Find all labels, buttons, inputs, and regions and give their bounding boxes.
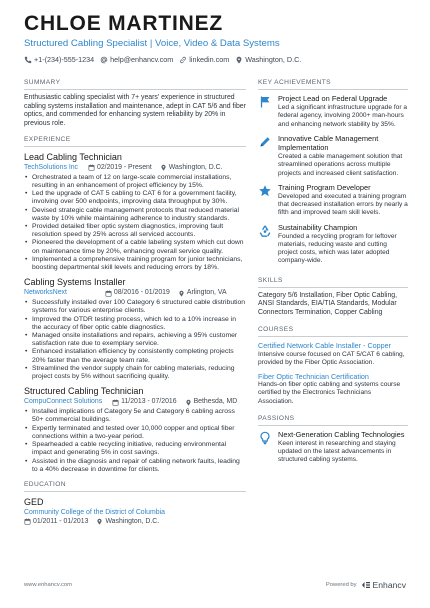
achievement-item [258, 134, 408, 178]
course-title[interactable]: Certified Network Cable Installer - Copper [258, 341, 392, 351]
right-column [258, 78, 408, 470]
bullet-item: • Improved the OTDR testing process, which led to a 10% increase in the accuracy of fiber optic cable diagnostics. [24, 316, 246, 332]
company-name[interactable]: TechSolutions Inc [24, 163, 79, 171]
education-meta [24, 517, 246, 527]
job-title: Cabling Systems Installer [24, 277, 126, 288]
skills-section [258, 276, 408, 318]
job-entry [24, 276, 246, 381]
candidate-name: CHLOE MARTINEZ [24, 12, 224, 35]
powered-by [326, 580, 406, 590]
bullet-item: • Spearheaded a cable recycling initiative, reducing environmental impact and generating 5% in cost savings. [24, 441, 246, 457]
education-location: Washington, D.C. [96, 517, 159, 527]
calendar-icon [112, 399, 119, 406]
bullet-item: • Installed implications of Category 5e and Category 6 cabling across 50+ commercial buildings. [24, 408, 246, 424]
email-text: help@enhancv.com [110, 55, 174, 64]
achievement-item [258, 94, 408, 129]
passions-heading: PASSIONS [258, 414, 408, 426]
skills-text: Category 5/6 Installation, Fiber Optic Cabling, ANSI Standards, EIA/TIA Standards, Modular Connectors Termination, Copper Cabling [258, 291, 398, 316]
job-meta [24, 163, 246, 173]
bullet-item: • Pioneered the development of a cable labeling system which cut down on maintenance time by 20%, enhancing overall service quality. [24, 239, 246, 255]
summary-section [24, 78, 246, 129]
job-meta [24, 397, 246, 407]
job-dates: 02/2019 - Present [88, 163, 152, 173]
brand-name: Enhancv [372, 580, 406, 590]
achievement-title: Innovative Cable Management Implementation [278, 133, 379, 153]
job-entry [24, 151, 246, 272]
calendar-icon [88, 164, 95, 171]
bullet-item: • Streamlined the vendor supply chain for cabling materials, reducing project costs by 5% without sacrificing quality. [24, 365, 246, 381]
achievement-desc: Founded a recycling program for leftover materials, reducing waste and cutting project costs, which was later adopted company-wide. [278, 232, 397, 265]
footer-url[interactable]: www.enhancv.com [24, 582, 72, 588]
link-icon [179, 56, 187, 64]
pencil-icon [258, 135, 272, 149]
achievements-heading: KEY ACHIEVEMENTS [258, 78, 408, 90]
education-school[interactable]: Community College of the District of Columbia [24, 508, 165, 516]
job-title: Structured Cabling Technician [24, 386, 144, 397]
achievement-title: Training Program Developer [278, 182, 371, 192]
recycle-icon [258, 224, 272, 238]
course-item [258, 372, 408, 406]
education-section [24, 480, 246, 527]
job-entry [24, 385, 246, 474]
bullet-item: • Successfully installed over 100 Category 6 structured cable distribution systems for various enterprise clients. [24, 299, 246, 315]
job-location: Arlington, VA [178, 288, 227, 298]
job-location: Bethesda, MD [185, 397, 238, 407]
bullet-item: • Provided detailed fiber optic system diagnostics, improving fault resolution speed by 25% across all serviced accounts. [24, 223, 246, 239]
left-column [24, 78, 246, 527]
job-location: Washington, D.C. [160, 163, 223, 173]
achievements-section [258, 78, 408, 266]
bullet-item: • Managed onsite installations and repairs, achieving a 95% customer satisfaction rate due to exemplary service. [24, 332, 246, 348]
job-dates: 08/2016 - 01/2019 [105, 288, 170, 298]
location-pin-icon [160, 164, 167, 171]
bullet-item: • Assisted in the diagnosis and repair of cabling network faults, leading to a 40% decrease in downtime for clients. [24, 458, 246, 474]
job-bullets [24, 174, 246, 272]
course-item [258, 341, 408, 367]
calendar-icon [105, 290, 112, 297]
passions-section [258, 414, 408, 465]
location-pin-icon [96, 518, 103, 525]
experience-heading: EXPERIENCE [24, 135, 246, 147]
page-footer [24, 580, 406, 590]
achievement-item [258, 183, 408, 218]
job-dates: 11/2013 - 07/2016 [112, 397, 176, 407]
job-bullets [24, 408, 246, 474]
candidate-role: Structured Cabling Specialist | Voice, Video & Data Systems [24, 38, 280, 49]
brand-logo[interactable] [361, 580, 406, 590]
passion-desc: Keen interest in researching and staying updated on the latest advancements in structured cabling systems. [278, 440, 396, 464]
achievement-desc: Led a significant infrastructure upgrade for a federal agency, involving 2000+ man-hours and enhancing network stability by 35%. [278, 104, 408, 128]
job-bullets [24, 299, 246, 381]
education-dates: 01/2011 - 01/2013 [24, 517, 88, 527]
location-text: Washington, D.C. [245, 55, 302, 64]
bullet-item: • Orchestrated a team of 12 on large-scale commercial installations, resulting in an enhancement of project efficiency by 15%. [24, 174, 246, 190]
bullet-item: • Enhanced installation efficiency by consistently completing projects 20% faster than the average team rate. [24, 348, 246, 364]
bullet-item: • Implemented a comprehensive training program for junior technicians, boosting departmental skill levels and reducing errors by 18%. [24, 256, 246, 272]
summary-heading: SUMMARY [24, 78, 246, 90]
contact-row [24, 55, 414, 65]
company-name[interactable]: CompuConnect Solutions [24, 398, 103, 406]
passion-item [258, 430, 408, 465]
location-pin-icon [185, 399, 192, 406]
location-pin-icon [178, 290, 185, 297]
course-title[interactable]: Fiber Optic Technician Certification [258, 372, 369, 382]
achievement-desc: Developed and executed a training program that decreased installation errors by nearly a fifth and improved team skill levels. [278, 193, 408, 217]
course-desc: Intensive course focused on CAT 5/CAT 6 cabling, provided by the Fiber Optic Association. [258, 350, 405, 366]
star-icon [258, 184, 272, 198]
bullet-item: • Expertly terminated and tested over 10,000 copper and optical fiber connections within a two-year period. [24, 425, 246, 441]
job-title: Lead Cabling Technician [24, 151, 122, 162]
resume-header [24, 12, 414, 65]
lightbulb-icon [258, 431, 272, 445]
course-desc: Hands-on fiber optic cabling and systems course certified by the Electronics Technicians Association. [258, 381, 401, 405]
passion-title: Next-Generation Cabling Technologies [278, 429, 405, 439]
at-icon [100, 56, 108, 64]
phone-text: +1-(234)-555-1234 [34, 55, 95, 64]
calendar-icon [24, 518, 31, 525]
flag-icon [258, 95, 272, 109]
job-meta [24, 288, 246, 298]
achievement-desc: Created a cable management solution that streamlined operations across multiple projects and increased client satisfaction. [278, 153, 403, 177]
courses-section [258, 325, 408, 405]
courses-heading: COURSES [258, 325, 408, 337]
contact-phone[interactable] [24, 55, 94, 65]
powered-by-label: Powered by [325, 582, 357, 588]
bullet-item: • Devised strategic cable management protocols that reduced material waste by 10% while maintaining adherence to industry standards. [24, 207, 246, 223]
location-pin-icon [235, 56, 243, 64]
enhancv-logo-icon [361, 581, 371, 589]
contact-location [235, 55, 301, 65]
company-name[interactable]: NetworksNext [24, 289, 67, 297]
contact-linkedin[interactable] [179, 55, 229, 65]
education-heading: EDUCATION [24, 480, 246, 492]
contact-email[interactable] [100, 55, 173, 65]
experience-section [24, 135, 246, 474]
linkedin-text: linkedin.com [189, 55, 230, 64]
bullet-item: • Led the upgrade of CAT 5 cabling to CAT 6 for a government facility, involving over 500 endpoints, improving data throughput by 30%. [24, 190, 246, 206]
summary-text: Enthusiastic cabling specialist with 7+ years' experience in structured cabling systems installation and maintenance, adept in CAT 5/6 and fiber optics, and commended for enhancing system reliability by 20% in previous role. [24, 94, 246, 128]
achievement-item [258, 223, 408, 266]
achievement-title: Sustainability Champion [278, 222, 358, 232]
achievement-title: Project Lead on Federal Upgrade [278, 94, 388, 103]
education-degree: GED [24, 496, 44, 507]
skills-heading: SKILLS [258, 276, 408, 288]
phone-icon [24, 56, 32, 64]
